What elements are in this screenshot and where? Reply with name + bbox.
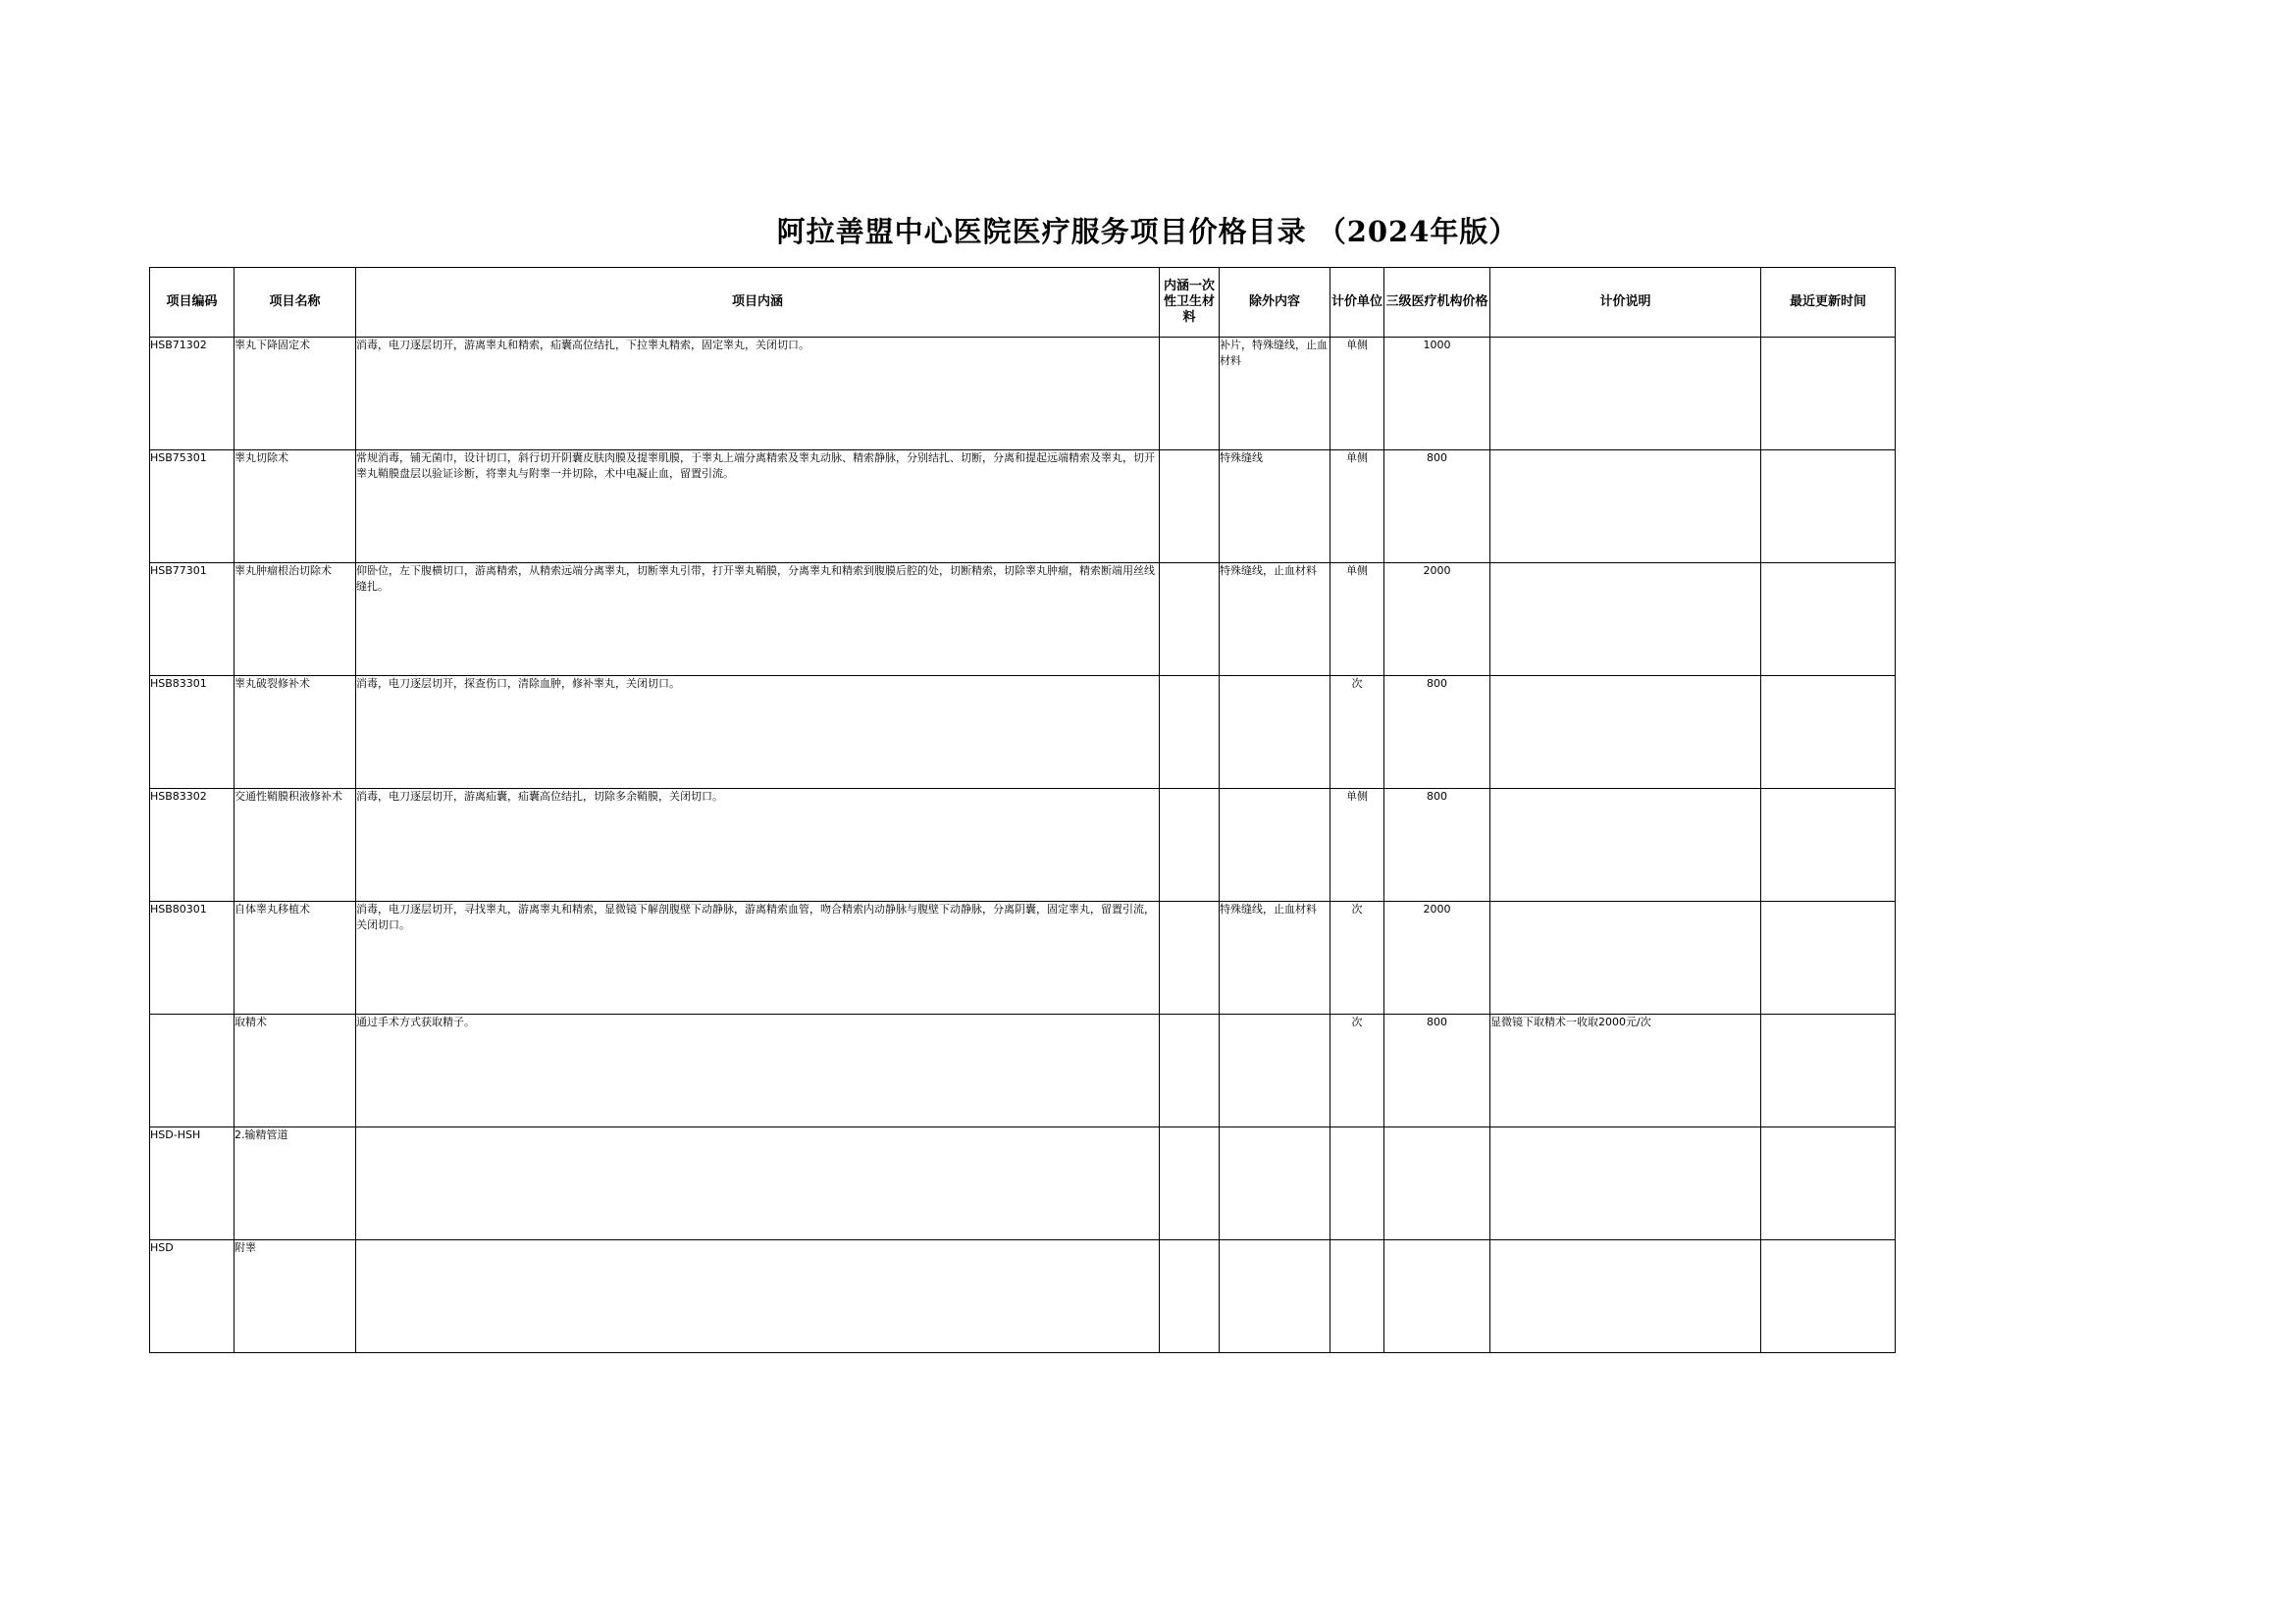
table-body [150, 338, 1896, 1353]
cell-code: HSB80301 [150, 902, 235, 1015]
table-row [150, 1240, 1896, 1353]
table-row [150, 1127, 1896, 1240]
cell-updated [1761, 902, 1896, 1015]
cell-name: 交通性鞘膜积液修补术 [235, 789, 356, 902]
cell-note [1490, 450, 1761, 563]
cell-excluded [1220, 1240, 1330, 1353]
cell-excluded: 特殊缝线，止血材料 [1220, 902, 1330, 1015]
cell-unit [1330, 1240, 1384, 1353]
cell-materials [1160, 676, 1220, 789]
cell-materials [1160, 1015, 1220, 1127]
table-row [150, 789, 1896, 902]
table-row [150, 902, 1896, 1015]
table-row [150, 563, 1896, 676]
cell-code [150, 1015, 235, 1127]
header-excluded: 除外内容 [1220, 268, 1330, 338]
cell-code: HSB83302 [150, 789, 235, 902]
header-name: 项目名称 [235, 268, 356, 338]
cell-price: 800 [1384, 450, 1490, 563]
cell-price: 1000 [1384, 338, 1490, 450]
cell-unit: 单侧 [1330, 563, 1384, 676]
cell-unit [1330, 1127, 1384, 1240]
cell-materials [1160, 338, 1220, 450]
cell-updated [1761, 1015, 1896, 1127]
cell-excluded [1220, 1015, 1330, 1127]
cell-excluded: 特殊缝线，止血材料 [1220, 563, 1330, 676]
table-row [150, 1015, 1896, 1127]
cell-note [1490, 1127, 1761, 1240]
cell-materials [1160, 789, 1220, 902]
cell-content: 消毒，电刀逐层切开，寻找睾丸，游离睾丸和精索，显微镜下解剖腹壁下动静脉，游离精索血管，吻合精索内动静脉与腹壁下动静脉，分离阴囊，固定睾丸，留置引流，关闭切口。 [356, 902, 1160, 1015]
cell-note [1490, 563, 1761, 676]
cell-unit: 单侧 [1330, 338, 1384, 450]
cell-materials [1160, 450, 1220, 563]
table-row [150, 676, 1896, 789]
table-header [150, 268, 1896, 338]
cell-code: HSB83301 [150, 676, 235, 789]
table-row [150, 450, 1896, 563]
cell-unit: 单侧 [1330, 789, 1384, 902]
cell-price: 800 [1384, 789, 1490, 902]
cell-updated [1761, 338, 1896, 450]
cell-materials [1160, 563, 1220, 676]
cell-content [356, 1127, 1160, 1240]
cell-name: 取精术 [235, 1015, 356, 1127]
cell-materials [1160, 902, 1220, 1015]
cell-updated [1761, 450, 1896, 563]
cell-note [1490, 1240, 1761, 1353]
cell-note: 显微镜下取精术一收取2000元/次 [1490, 1015, 1761, 1127]
cell-excluded [1220, 789, 1330, 902]
cell-content [356, 1240, 1160, 1353]
cell-content: 消毒，电刀逐层切开，游离睾丸和精索，疝囊高位结扎，下拉睾丸精索，固定睾丸，关闭切口。 [356, 338, 1160, 450]
cell-name: 睾丸肿瘤根治切除术 [235, 563, 356, 676]
cell-name: 自体睾丸移植术 [235, 902, 356, 1015]
cell-unit: 单侧 [1330, 450, 1384, 563]
cell-updated [1761, 1240, 1896, 1353]
cell-updated [1761, 1127, 1896, 1240]
cell-excluded [1220, 676, 1330, 789]
header-code: 项目编码 [150, 268, 235, 338]
table-row [150, 338, 1896, 450]
cell-excluded: 补片，特殊缝线，止血材料 [1220, 338, 1330, 450]
cell-code: HSB75301 [150, 450, 235, 563]
cell-content: 消毒，电刀逐层切开，探查伤口，清除血肿，修补睾丸，关闭切口。 [356, 676, 1160, 789]
cell-note [1490, 338, 1761, 450]
cell-price: 2000 [1384, 563, 1490, 676]
cell-content: 消毒，电刀逐层切开，游离疝囊，疝囊高位结扎，切除多余鞘膜，关闭切口。 [356, 789, 1160, 902]
cell-content: 常规消毒，铺无菌巾，设计切口，斜行切开阴囊皮肤肉膜及提睾肌膜，于睾丸上端分离精索及睾丸动脉、精索静脉，分别结扎、切断，分离和提起远端精索及睾丸，切开睾丸鞘膜盘层以验证诊断，将睾丸与附睾一并切除，术中电凝止血，留置引流。 [356, 450, 1160, 563]
document-title: 阿拉善盟中心医院医疗服务项目价格目录 （2024年版） [776, 215, 1519, 248]
cell-price: 2000 [1384, 902, 1490, 1015]
cell-updated [1761, 676, 1896, 789]
header-materials: 内涵一次性卫生材料 [1160, 268, 1220, 338]
cell-price: 800 [1384, 1015, 1490, 1127]
cell-unit: 次 [1330, 676, 1384, 789]
cell-name: 睾丸下降固定术 [235, 338, 356, 450]
cell-price [1384, 1240, 1490, 1353]
cell-content: 通过手术方式获取精子。 [356, 1015, 1160, 1127]
cell-name: 附睾 [235, 1240, 356, 1353]
cell-excluded: 特殊缝线 [1220, 450, 1330, 563]
cell-updated [1761, 789, 1896, 902]
cell-materials [1160, 1240, 1220, 1353]
cell-price: 800 [1384, 676, 1490, 789]
cell-note [1490, 789, 1761, 902]
cell-excluded [1220, 1127, 1330, 1240]
cell-content: 仰卧位，左下腹横切口，游离精索，从精索远端分离睾丸，切断睾丸引带，打开睾丸鞘膜，分离睾丸和精索到腹膜后腔的处，切断精索，切除睾丸肿瘤，精索断端用丝线缝扎。 [356, 563, 1160, 676]
header-content: 项目内涵 [356, 268, 1160, 338]
header-row [150, 268, 1896, 338]
cell-price [1384, 1127, 1490, 1240]
cell-name: 2.输精管道 [235, 1127, 356, 1240]
cell-code: HSD [150, 1240, 235, 1353]
cell-unit: 次 [1330, 902, 1384, 1015]
cell-name: 睾丸破裂修补术 [235, 676, 356, 789]
cell-note [1490, 902, 1761, 1015]
cell-code: HSB77301 [150, 563, 235, 676]
cell-materials [1160, 1127, 1220, 1240]
header-price: 三级医疗机构价格 [1384, 268, 1490, 338]
header-unit: 计价单位 [1330, 268, 1384, 338]
header-note: 计价说明 [1490, 268, 1761, 338]
header-updated: 最近更新时间 [1761, 268, 1896, 338]
cell-updated [1761, 563, 1896, 676]
price-table [149, 267, 1896, 1353]
cell-name: 睾丸切除术 [235, 450, 356, 563]
cell-code: HSD-HSH [150, 1127, 235, 1240]
cell-note [1490, 676, 1761, 789]
cell-unit: 次 [1330, 1015, 1384, 1127]
cell-code: HSB71302 [150, 338, 235, 450]
